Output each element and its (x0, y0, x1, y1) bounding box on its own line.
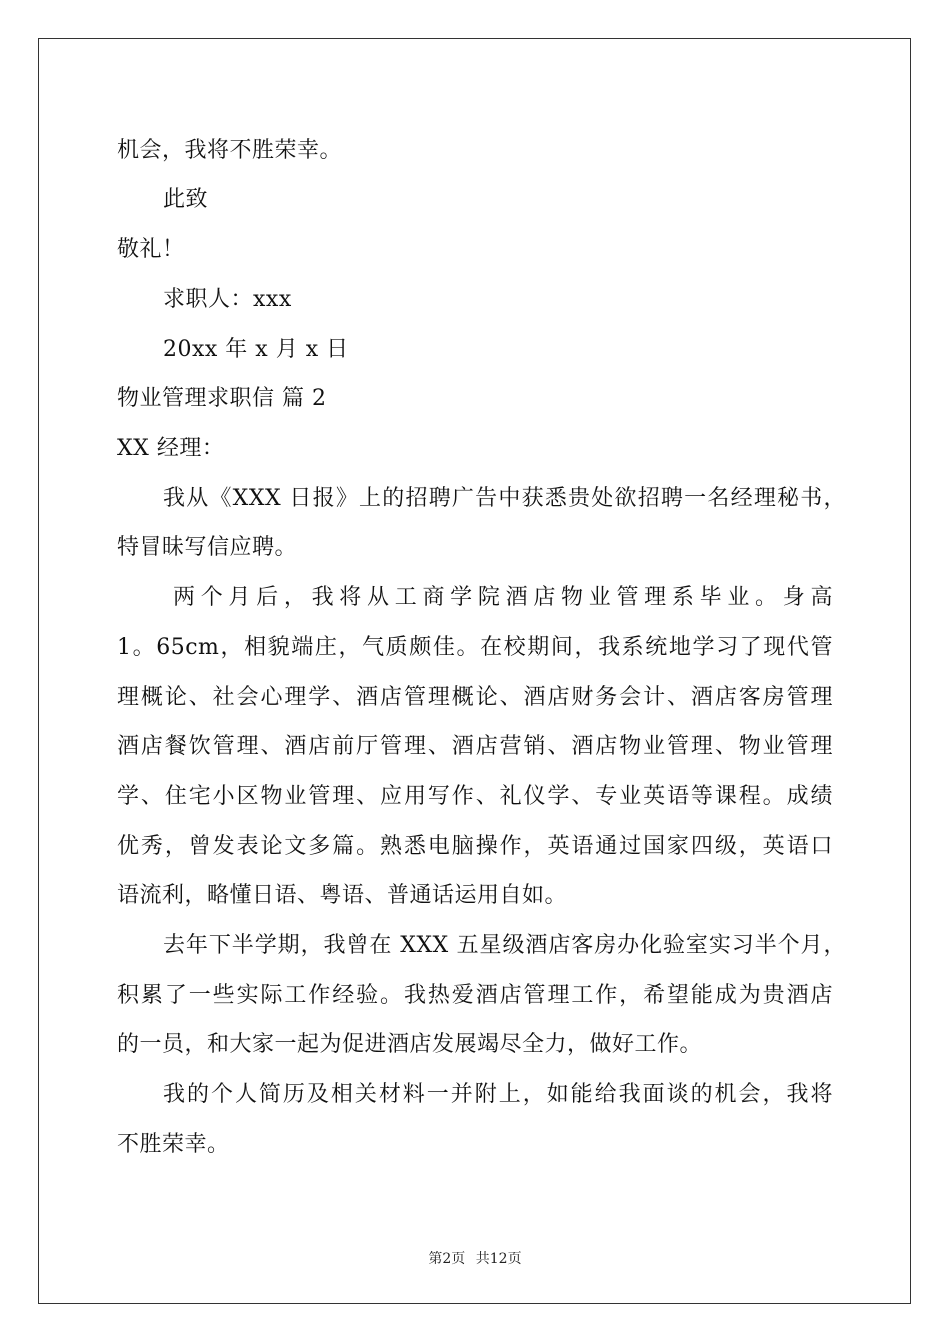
closing-salutation: 此致 (163, 187, 209, 212)
text-line: 酒店餐饮管理、酒店前厅管理、酒店营销、酒店物业管理、物业管理 (117, 734, 833, 759)
recipient-greeting: XX 经理： (117, 436, 225, 461)
text-line: 我从《XXX 日报》上的招聘广告中获悉贵处欲招聘一名经理秘书， (163, 486, 846, 511)
text-line: 积累了一些实际工作经验。我热爱酒店管理工作，希望能成为贵酒店 (117, 983, 833, 1008)
text-line: 语流利，略懂日语、粤语、普通话运用自如。 (117, 883, 568, 908)
text-line: 理概论、社会心理学、酒店管理概论、酒店财务会计、酒店客房管理 (117, 685, 833, 710)
page-footer (0, 1248, 950, 1268)
text-line: 学、住宅小区物业管理、应用写作、礼仪学、专业英语等课程。成绩 (117, 784, 833, 809)
text-line: 两个月后，我将从工商学院酒店物业管理系毕业。身高 (173, 585, 833, 610)
closing-regards: 敬礼！ (117, 237, 185, 262)
text-line: 优秀，曾发表论文多篇。熟悉电脑操作，英语通过国家四级，英语口 (117, 834, 833, 859)
applicant-signature: 求职人：xxx (163, 287, 292, 312)
text-line: 去年下半学期，我曾在 XXX 五星级酒店客房办化验室实习半个月， (163, 933, 846, 958)
text-line: 不胜荣幸。 (117, 1132, 230, 1157)
page-border (38, 38, 911, 1304)
text-line: 的一员，和大家一起为促进酒店发展竭尽全力，做好工作。 (117, 1032, 703, 1057)
text-line: 我的个人简历及相关材料一并附上，如能给我面谈的机会，我将 (163, 1082, 833, 1107)
text-line: 机会，我将不胜荣幸。 (117, 138, 343, 163)
page-number: 第2页 (428, 1251, 466, 1267)
section-title: 物业管理求职信 篇 2 (117, 386, 327, 411)
letter-date: 20xx 年 x 月 x 日 (163, 337, 349, 362)
text-line: 1。65cm，相貌端庄，气质颇佳。在校期间，我系统地学习了现代管 (117, 635, 833, 660)
text-line: 特冒昧写信应聘。 (117, 535, 298, 560)
page-total: 共12页 (475, 1251, 522, 1267)
